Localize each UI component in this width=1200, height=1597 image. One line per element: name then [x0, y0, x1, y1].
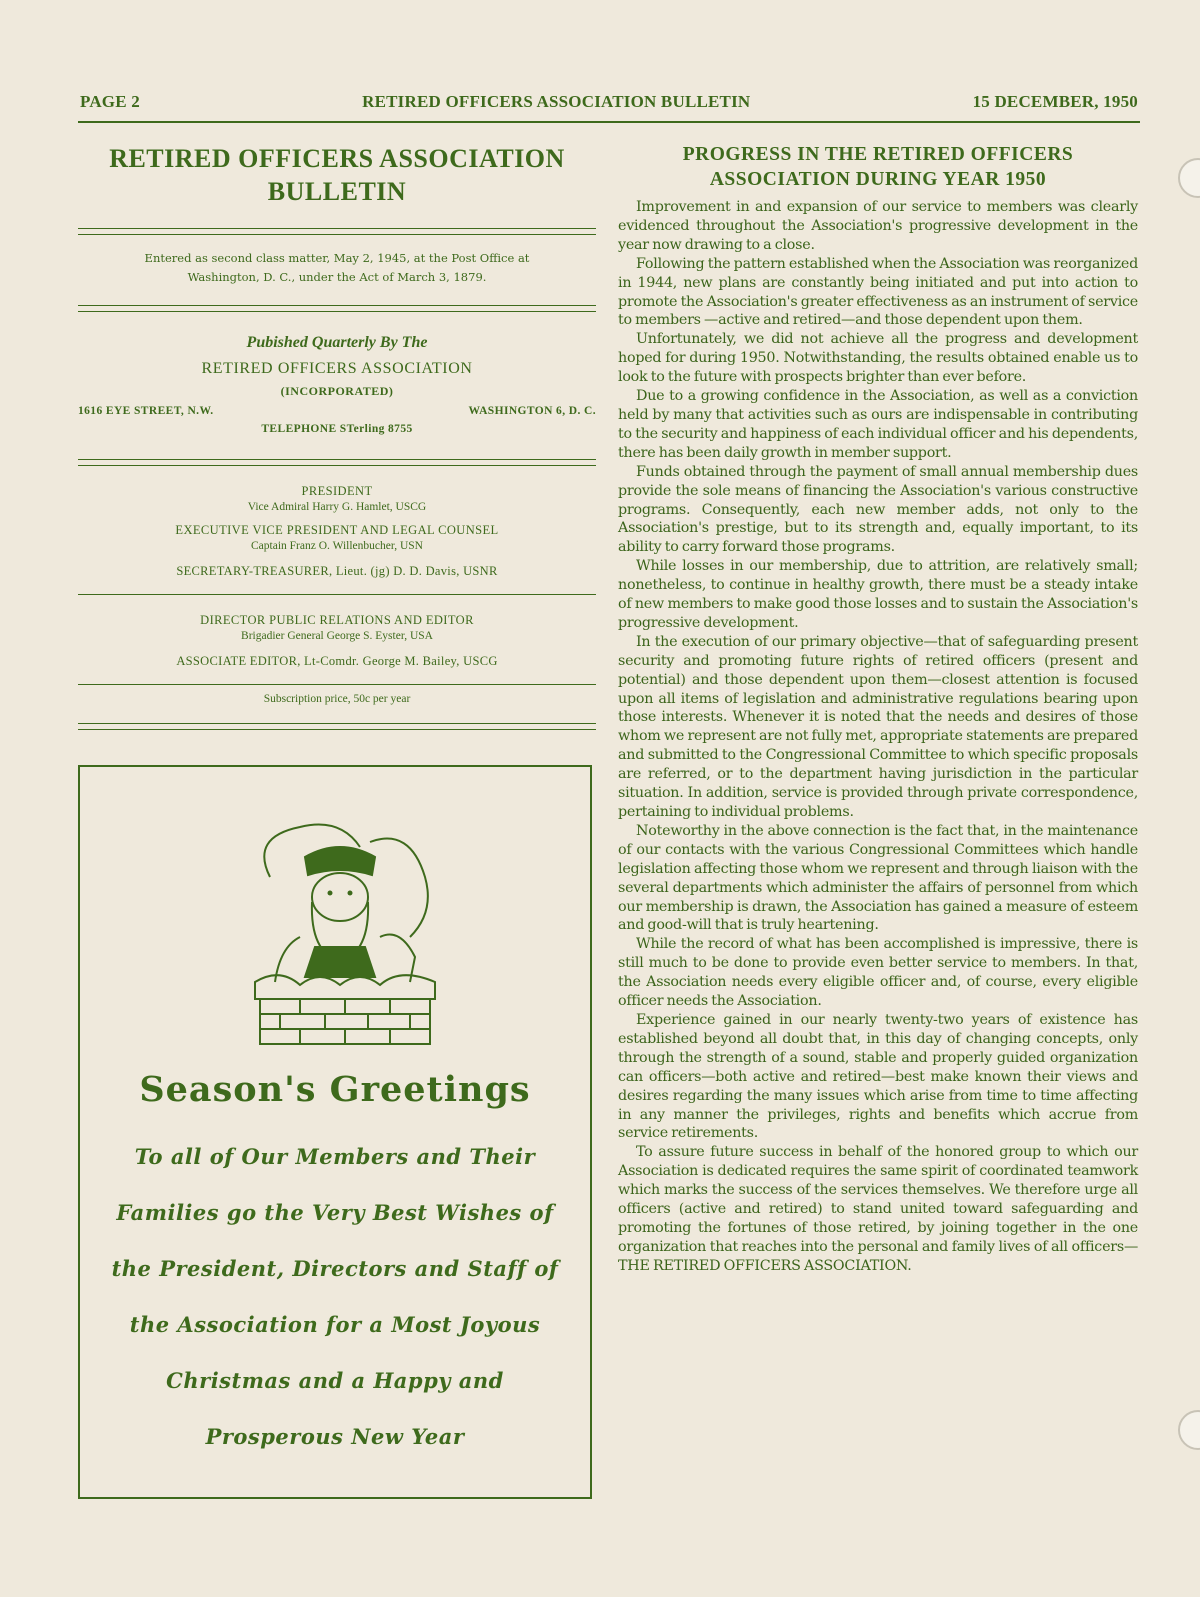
publication-name: RETIRED OFFICERS ASSOCIATION BULLETIN [362, 92, 751, 111]
article-paragraph: Experience gained in our nearly twenty-two years of existence has established beyond all doubt that, in this day of changing concepts, only through the strength of a sound, stable and properly guided organization can officers—both active and retired—best make known their views and desires regarding the many issues which arise from time to time affecting in any manner the privileges, rights and benefits which accrue from service retirements. [618, 1011, 1138, 1142]
issue-date: 15 DECEMBER, 1950 [972, 92, 1138, 111]
article-paragraph: To assure future success in behalf of the honored group to which our Association is dedicated requires the same spirit of coordinated teamwork which marks the success of the services themselves. We therefore urge all officers (active and retired) to stand united toward safeguarding and promoting the fortunes of those retired, by joining together in the one organization that reaches into the personal and family lives of all officers—THE RETIRED OFFICERS ASSOCIATION. [618, 1144, 1138, 1274]
greeting-line: the President, Directors and Staff of [111, 1256, 559, 1281]
greeting-line: Families go the Very Best Wishes of [116, 1200, 554, 1225]
article-paragraph: Due to a growing confidence in the Association, as well as a conviction held by many that activities such as ours are indispensable in contributing to the security and happiness of each individual officer and his dependents, there has been daily growth in member support. [618, 388, 1138, 461]
publisher-name: RETIRED OFFICERS ASSOCIATION [201, 360, 473, 377]
divider [78, 723, 596, 730]
masthead-column [78, 142, 596, 730]
greeting-line: the Association for a Most Joyous [129, 1312, 541, 1337]
page-number: PAGE 2 [80, 92, 140, 111]
divider [78, 228, 596, 235]
street-address: 1616 EYE STREET, N.W. [78, 405, 214, 417]
divider [78, 305, 596, 312]
city-address: WASHINGTON 6, D. C. [468, 405, 596, 417]
binder-hole [1178, 158, 1200, 198]
binder-hole [1178, 1410, 1200, 1450]
greeting-line: To all of Our Members and Their [134, 1144, 536, 1169]
article-paragraph: Improvement in and expansion of our service to members was clearly evidenced throughout the Association's progressive development in the year now drawing to a close. [618, 199, 1138, 253]
mailing-notice-line1: Entered as second class matter, May 2, 1945, at the Post Office at [144, 251, 530, 265]
greeting-title: Season's Greetings [139, 1069, 531, 1110]
divider [78, 684, 596, 685]
secretary-treasurer: SECRETARY-TREASURER, Lieut. (jg) D. D. Davis, USNR [176, 564, 498, 578]
article-paragraph: While losses in our membership, due to attrition, are relatively small; nonetheless, to continue in healthy growth, there must be a steady intake of new members to make good those losses and to sustain the Association's progressive development. [618, 558, 1138, 631]
article-paragraph: Funds obtained through the payment of small annual membership dues provide the sole means of financing the Association's various constructive programs. Consequently, each new member adds, not only to the Association's prestige, but to its strength and, equally important, to its ability to carry forward those programs. [618, 463, 1138, 556]
running-header [80, 92, 1138, 112]
santa-chimney-illustration [240, 817, 450, 1047]
article-paragraph: Noteworthy in the above connection is the fact that, in the maintenance of our contacts with the various Congressional Committees which handle legislation affecting those whom we represent and through liaison with the several departments which administer the affairs of personnel from which our membership is drawn, the Association has gained a measure of esteem and good-will that is truly heartening. [618, 822, 1138, 934]
article-title-line1: PROGRESS IN THE RETIRED OFFICERS [682, 144, 1074, 165]
president-title: PRESIDENT [301, 484, 373, 498]
evp-name: Captain Franz O. Willenbucher, USN [251, 540, 423, 552]
associate-editor: ASSOCIATE EDITOR, Lt-Comdr. George M. Bailey, USCG [176, 654, 498, 668]
incorporated-label: (INCORPORATED) [280, 384, 394, 398]
evp-title: EXECUTIVE VICE PRESIDENT AND LEGAL COUNSEL [175, 523, 499, 537]
article-paragraph: Unfortunately, we did not achieve all the progress and development hoped for during 1950. Notwithstanding, the results obtained enable us to look to the future with prospects brighter than ever before. [618, 331, 1138, 386]
mailing-notice-line2: Washington, D. C., under the Act of March 3, 1879. [187, 270, 487, 284]
telephone: TELEPHONE STerling 8755 [261, 423, 413, 435]
greeting-line: Christmas and a Happy and [166, 1368, 504, 1393]
article-paragraph: In the execution of our primary objective—that of safeguarding present security and promoting future rights of retired officers (present and potential) and those dependent upon them—closest attention is focused upon all items of legislation and administrative regulations bearing upon those interests. Whenever it is noted that the needs and desires of those whom we represent are not fully met, appropriate statements are prepared and submitted to the Congressional Committee to which specific proposals are referred, or to the department having jurisdiction in the particular situation. In addition, service is provided through private correspondence, pertaining to individual problems. [618, 633, 1138, 820]
officers-list [78, 482, 596, 580]
divider [78, 594, 596, 595]
article-column [618, 142, 1138, 1276]
director-title: DIRECTOR PUBLIC RELATIONS AND EDITOR [200, 613, 474, 627]
published-by: Pubished Quarterly By The [246, 334, 428, 351]
greeting-card [78, 765, 592, 1499]
article-paragraph: While the record of what has been accomplished is impressive, there is still much to be done to provide even better service to members. In that, the Association needs every eligible officer and, of course, every eligible officer needs the Association. [618, 936, 1138, 1010]
publisher-address [78, 405, 596, 417]
mailing-notice [78, 249, 596, 287]
article-title-line2: ASSOCIATION DURING YEAR 1950 [709, 169, 1047, 190]
masthead-title-line2: BULLETIN [267, 177, 407, 206]
subscription-price: Subscription price, 50c per year [263, 693, 411, 705]
article-title [618, 142, 1138, 192]
masthead-title [78, 142, 596, 208]
article-paragraph: Following the pattern established when the Association was reorganized in 1944, new plans are constantly being initiated and put into action to promote the Association's greater effectiveness as an instrument of service to members —active and retired—and those dependent upon them. [618, 255, 1138, 329]
greeting-message [80, 1129, 590, 1465]
divider [78, 459, 596, 466]
masthead-title-line1: RETIRED OFFICERS ASSOCIATION [109, 144, 565, 173]
header-rule [78, 121, 1140, 123]
greeting-line: Prosperous New Year [205, 1424, 465, 1449]
editors-list [78, 611, 596, 670]
director-name: Brigadier General George S. Eyster, USA [241, 630, 433, 642]
president-name: Vice Admiral Harry G. Hamlet, USCG [247, 501, 427, 513]
